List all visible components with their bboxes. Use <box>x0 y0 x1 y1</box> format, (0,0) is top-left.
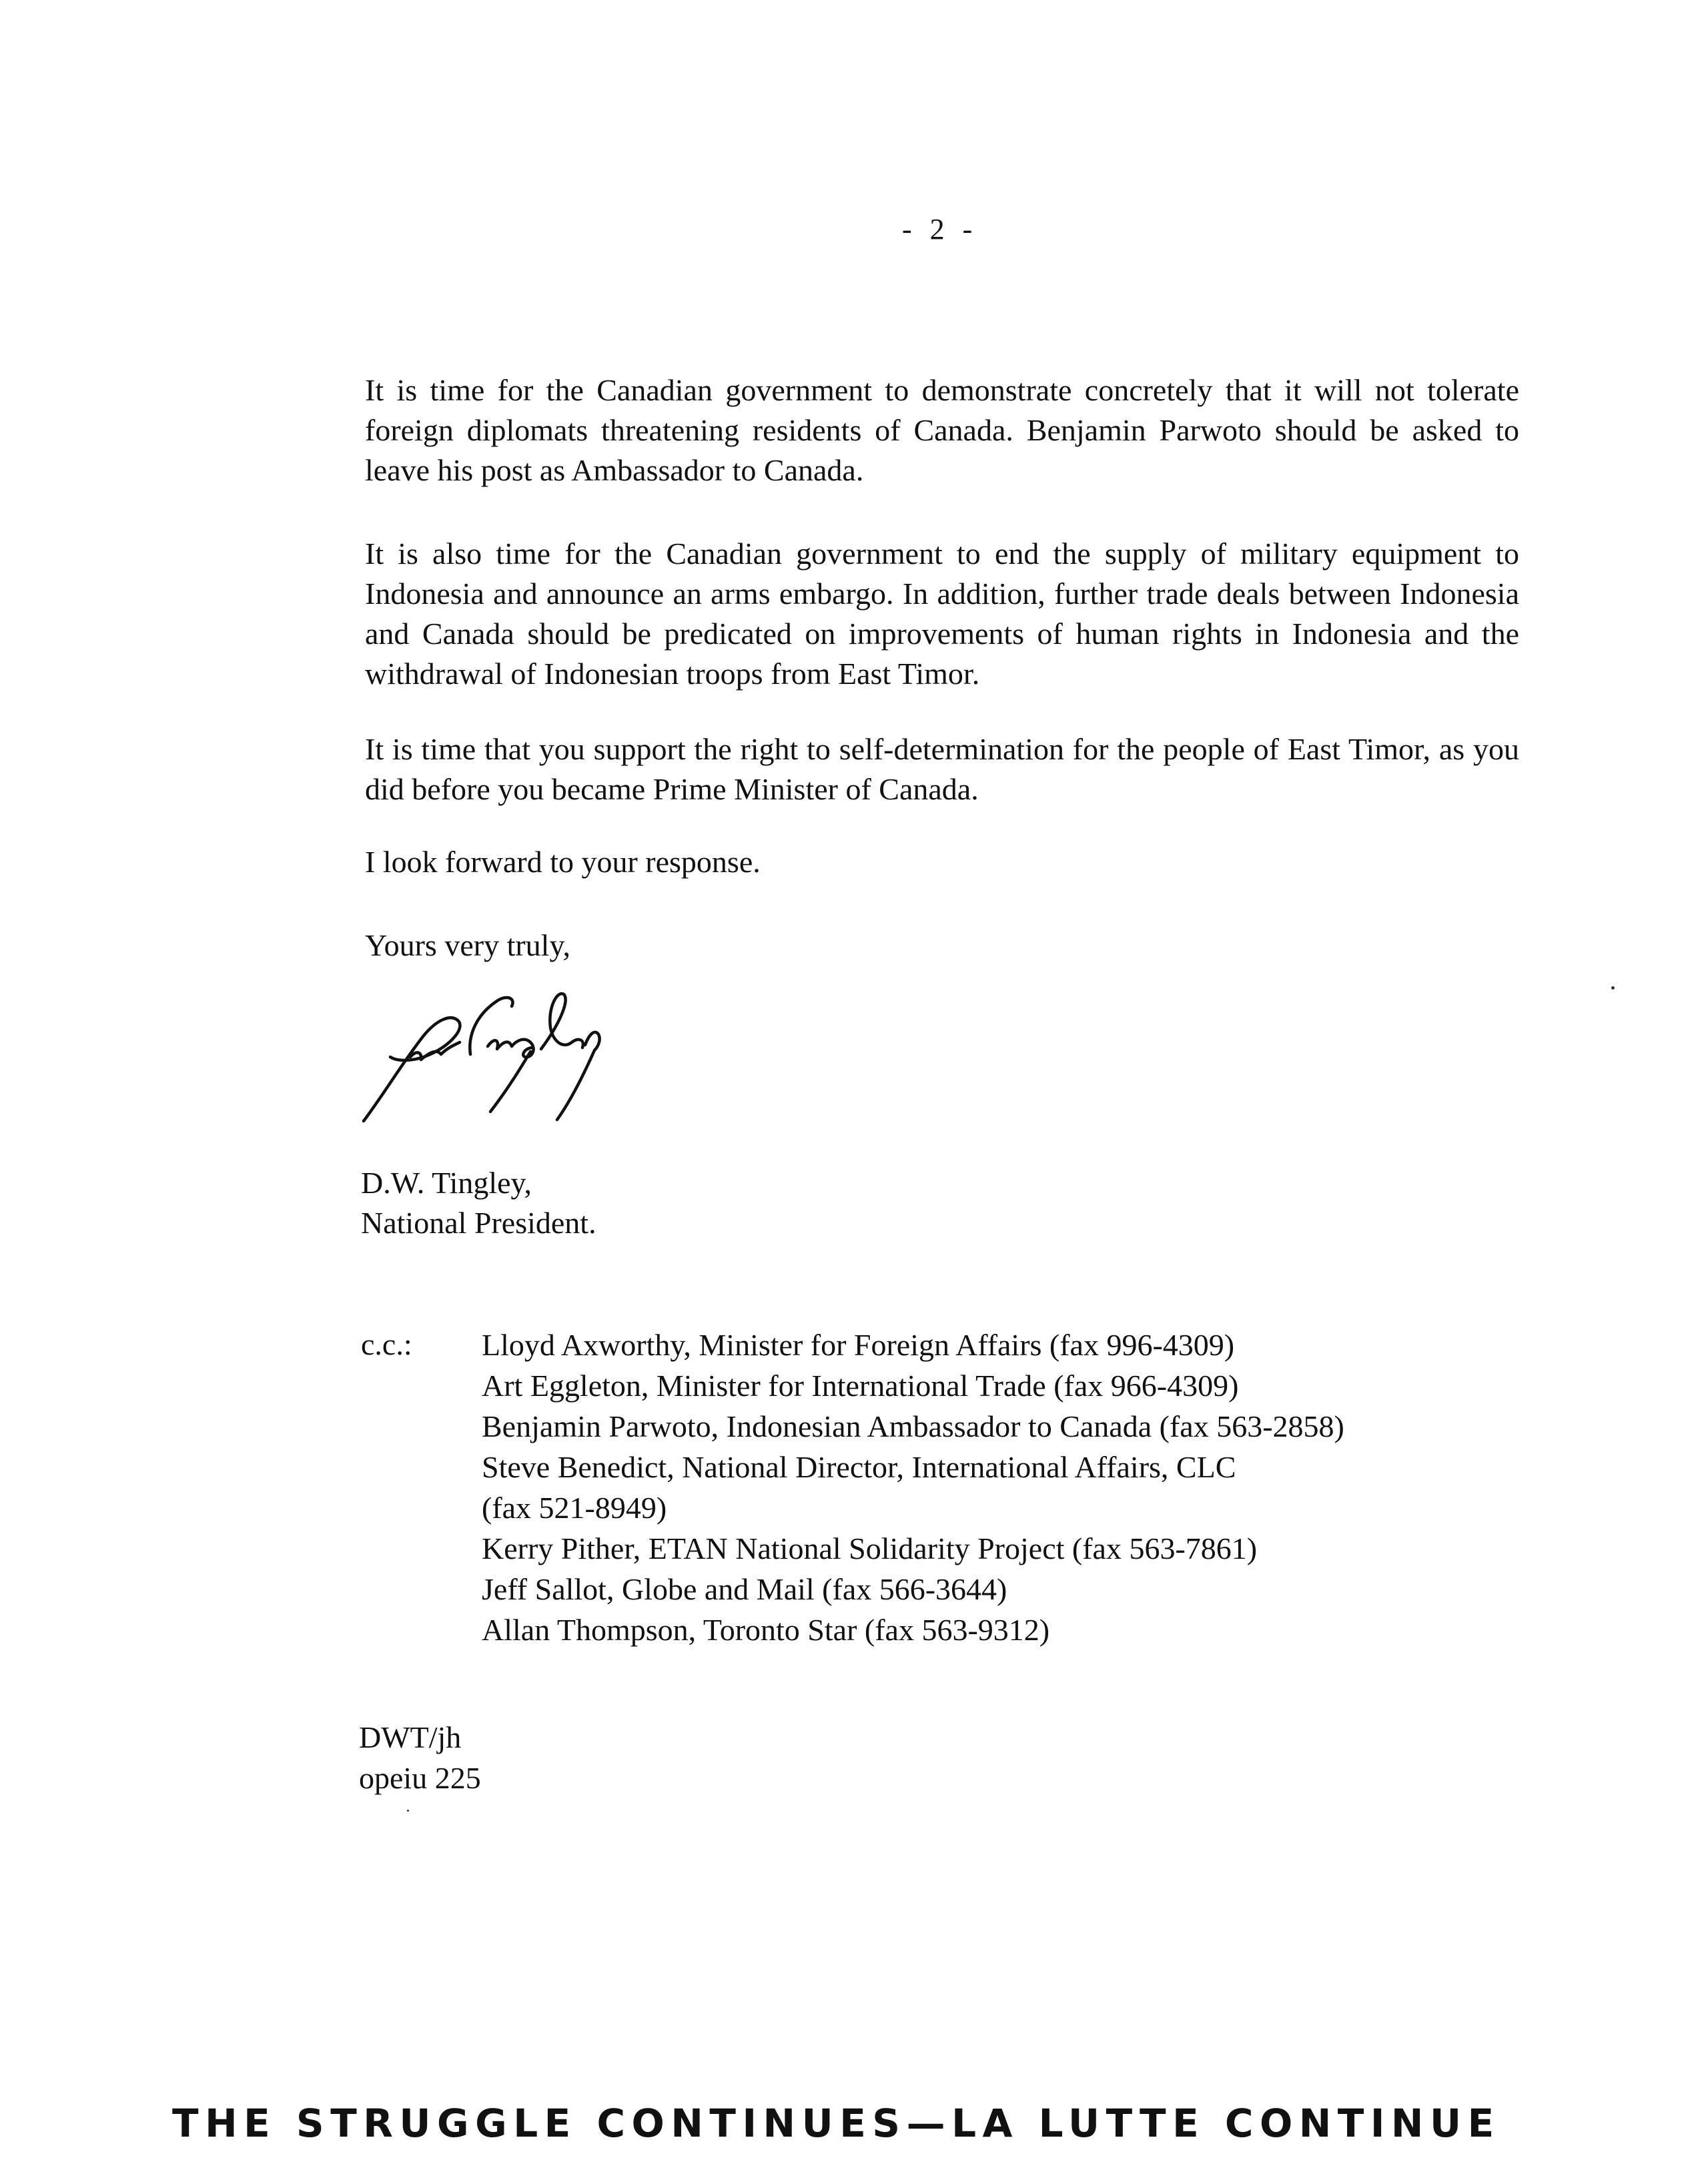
cc-recipient: Kerry Pither, ETAN National Solidarity Project (fax 563-7861) <box>482 1531 1258 1565</box>
complimentary-close: Yours very truly, <box>365 928 570 962</box>
cc-recipient-list <box>482 1325 1344 1650</box>
page-number: - 2 - <box>902 213 978 246</box>
signer-name: D.W. Tingley, <box>361 1166 532 1200</box>
paragraph-arms-embargo: It is also time for the Canadian government to end the supply of military equipment to Indonesia and announce an arms embargo. In addition, further trade deals between Indonesia and Canada should be predicated on improvements of human rights in Indonesia and the withdrawal of Indonesian troops from East Timor. <box>365 536 1519 691</box>
cc-recipient: Benjamin Parwoto, Indonesian Ambassador to Canada (fax 563-2858) <box>482 1409 1344 1443</box>
cc-recipient: Jeff Sallot, Globe and Mail (fax 566-3644) <box>482 1572 1007 1606</box>
cc-recipient: Art Eggleton, Minister for International Trade (fax 966-4309) <box>482 1369 1239 1403</box>
cc-recipient: Lloyd Axworthy, Minister for Foreign Affairs (fax 996-4309) <box>482 1328 1235 1362</box>
cc-recipient: Allan Thompson, Toronto Star (fax 563-9312) <box>482 1613 1050 1647</box>
paragraph-closing-request: I look forward to your response. <box>365 845 761 879</box>
paragraph-self-determination: It is time that you support the right to self-determination for the people of East Timor, as you did before you became Prime Minister of Canada. <box>365 732 1519 806</box>
typist-initials: DWT/jh <box>359 1720 462 1754</box>
cc-label: c.c.: <box>361 1327 412 1361</box>
scan-speck <box>1611 986 1615 990</box>
union-label: opeiu 225 <box>359 1761 481 1795</box>
signature-block <box>361 1163 596 1243</box>
reference-initials-block <box>359 1717 481 1798</box>
cc-recipient: Steve Benedict, National Director, International Affairs, CLC <box>482 1450 1236 1484</box>
signer-title: National President. <box>361 1206 596 1240</box>
scan-speck <box>407 1810 409 1812</box>
cc-recipient-continuation: (fax 521-8949) <box>482 1491 667 1525</box>
paragraph-ambassador: It is time for the Canadian government to demonstrate concretely that it will not tolerate foreign diplomats threatening residents of Canada. Benjamin Parwoto should be asked to leave his post as Ambassador to Canada. <box>365 373 1519 487</box>
footer-slogan: THE STRUGGLE CONTINUES—LA LUTTE CONTINUE <box>172 2101 1501 2146</box>
handwritten-signature <box>337 988 671 1141</box>
